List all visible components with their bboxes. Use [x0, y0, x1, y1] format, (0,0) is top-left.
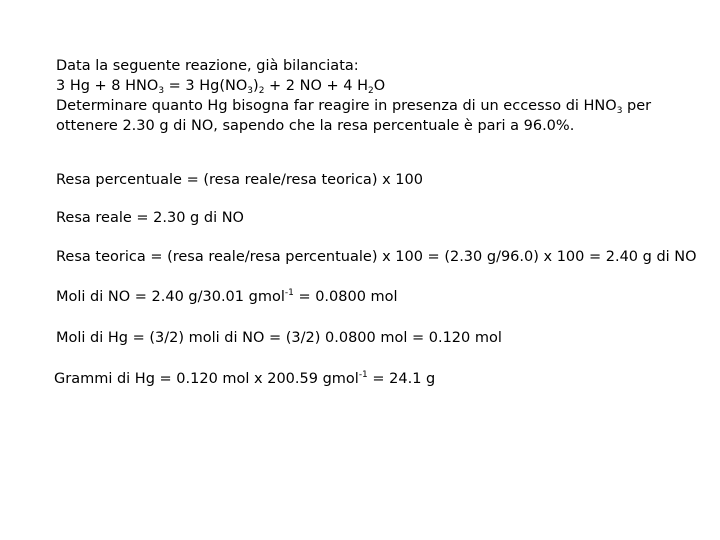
equation-subscript: 2	[368, 86, 374, 96]
step-text: = 24.1 g	[367, 371, 436, 387]
step-text: = 0.0800 mol	[293, 289, 398, 305]
equation-subscript: 2	[258, 86, 265, 96]
solution-step-moles-hg: Moli di Hg = (3/2) moli di NO = (3/2) 0.0800 mol = 0.120 mol	[56, 330, 502, 346]
equation-part: O	[373, 78, 386, 94]
solution-step-actual-yield: Resa reale = 2.30 g di NO	[56, 210, 244, 226]
question-text: per	[622, 98, 652, 114]
question-text: Determinare quanto Hg bisogna far reagire in presenza di un eccesso di HNO	[56, 98, 617, 114]
step-text: Moli di NO = 2.40 g/30.01 gmol	[56, 289, 285, 305]
step-text: Grammi di Hg = 0.120 mol x 200.59 gmol	[54, 371, 359, 387]
problem-question	[56, 97, 651, 116]
equation-subscript: 3	[158, 86, 165, 96]
solution-step-grams-hg	[54, 370, 435, 389]
solution-step-percent-yield: Resa percentuale = (resa reale/resa teorica) x 100	[56, 172, 423, 188]
solution-step-theoretical-yield: Resa teorica = (resa reale/resa percentuale) x 100 = (2.30 g/96.0) x 100 = 2.40 g di NO	[56, 249, 697, 265]
equation-subscript: 3	[247, 86, 254, 96]
step-superscript: -1	[358, 370, 368, 380]
reaction-equation	[56, 77, 385, 96]
problem-intro: Data la seguente reazione, già bilanciata:	[56, 58, 359, 74]
equation-part: )	[253, 78, 259, 94]
equation-part: + 2 NO + 4 H	[264, 78, 368, 94]
solution-step-moles-no	[56, 288, 398, 307]
problem-question-line2: ottenere 2.30 g di NO, sapendo che la resa percentuale è pari a 96.0%.	[56, 118, 575, 134]
equation-part: = 3 Hg(NO	[164, 78, 248, 94]
step-superscript: -1	[284, 288, 294, 298]
equation-part: 3 Hg + 8 HNO	[56, 78, 159, 94]
question-subscript: 3	[616, 106, 623, 116]
